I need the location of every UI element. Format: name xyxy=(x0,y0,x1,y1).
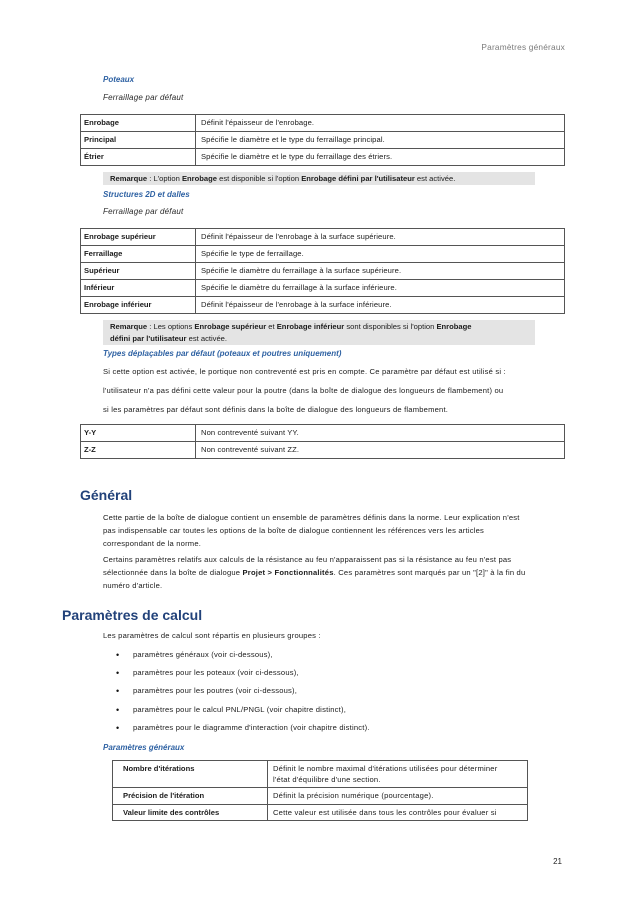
term-cell: Principal xyxy=(81,132,196,149)
remark-text: : Les options xyxy=(147,321,195,331)
general-paragraph-2 xyxy=(103,553,525,592)
remark-text: est activée. xyxy=(414,174,456,183)
table-row xyxy=(81,442,565,459)
page-number: 21 xyxy=(553,857,562,866)
remark-option: défini par l'utilisateur xyxy=(110,333,187,343)
remark-text: sont disponibles si l'option xyxy=(344,321,437,331)
running-header: Paramètres généraux xyxy=(481,42,565,52)
term-cell: Ferraillage xyxy=(81,246,196,263)
poteaux-table xyxy=(80,114,565,166)
table-row xyxy=(113,805,528,821)
remark-text: est disponible si l'option xyxy=(216,174,302,183)
remark-text: : L'option xyxy=(147,174,182,183)
body-text: . Ces paramètres sont marqués par un "[2]" à la fin du xyxy=(333,568,526,577)
remark-label: Remarque xyxy=(110,174,148,183)
body-line: l'utilisateur n'a pas défini cette valeur pour la poutre (dans la boîte de dialogue des longueurs de flambement) ou xyxy=(103,386,504,395)
body-line xyxy=(103,566,525,579)
term-cell: Précision de l'itération xyxy=(113,788,268,805)
body-line: numéro d'article. xyxy=(103,581,163,590)
description-cell: Définit la précision numérique (pourcentage). xyxy=(268,788,528,805)
list-item: paramètres pour le calcul PNL/PNGL (voir chapitre distinct), xyxy=(133,705,347,714)
table-row xyxy=(81,425,565,442)
remark-label: Remarque xyxy=(110,321,148,331)
table-row xyxy=(113,788,528,805)
term-cell: Enrobage inférieur xyxy=(81,297,196,314)
menu-path: Projet > Fonctionnalités xyxy=(242,568,334,577)
section-heading-structures: Structures 2D et dalles xyxy=(103,190,190,199)
section-heading-poteaux: Poteaux xyxy=(103,75,135,84)
description-cell: Spécifie le diamètre du ferraillage à la surface supérieure. xyxy=(196,263,565,280)
section-heading-types: Types déplaçables par défaut (poteaux et poutres uniquement) xyxy=(103,349,342,358)
description-cell: Définit l'épaisseur de l'enrobage à la surface inférieure. xyxy=(196,297,565,314)
table-row xyxy=(81,280,565,297)
term-cell: Étrier xyxy=(81,149,196,166)
section-title-general: Général xyxy=(80,487,133,503)
table-row xyxy=(81,132,565,149)
table-row xyxy=(81,229,565,246)
body-line: Si cette option est activée, le portique non contreventé est pris en compte. Ce paramètre par défaut est utilisé si : xyxy=(103,367,506,376)
bullet-icon: • xyxy=(116,723,120,733)
remark-line xyxy=(110,333,535,345)
calcul-intro: Les paramètres de calcul sont répartis en plusieurs groupes : xyxy=(103,631,321,640)
body-line: correspondant de la norme. xyxy=(103,539,202,548)
bullet-icon: • xyxy=(116,705,120,715)
remark-note xyxy=(103,172,535,185)
remark-option: Enrobage supérieur xyxy=(194,321,267,331)
table-row xyxy=(113,761,528,788)
table-row xyxy=(81,149,565,166)
types-table xyxy=(80,424,565,459)
table-row xyxy=(81,115,565,132)
description-cell: Définit l'épaisseur de l'enrobage. xyxy=(196,115,565,132)
description-cell: Non contreventé suivant YY. xyxy=(196,425,565,442)
remark-option: Enrobage xyxy=(436,321,472,331)
subheading-ferraillage: Ferraillage par défaut xyxy=(103,207,184,216)
remark-text: et xyxy=(266,321,277,331)
remark-option: Enrobage xyxy=(181,174,217,183)
list-item: paramètres généraux (voir ci-dessous), xyxy=(133,650,273,659)
term-cell: Z-Z xyxy=(81,442,196,459)
table-row xyxy=(81,263,565,280)
description-cell xyxy=(268,761,528,788)
term-cell: Enrobage xyxy=(81,115,196,132)
bullet-icon: • xyxy=(116,650,120,660)
table-row xyxy=(81,246,565,263)
remark-option: Enrobage inférieur xyxy=(276,321,345,331)
subheading-ferraillage: Ferraillage par défaut xyxy=(103,93,184,102)
body-line: Cette partie de la boîte de dialogue contient un ensemble de paramètres définis dans la norme. Leur explication n'est xyxy=(103,513,520,522)
list-item: paramètres pour les poteaux (voir ci-dessous), xyxy=(133,668,299,677)
term-cell: Enrobage supérieur xyxy=(81,229,196,246)
description-cell: Spécifie le diamètre du ferraillage à la surface inférieure. xyxy=(196,280,565,297)
description-cell: Cette valeur est utilisée dans tous les contrôles pour évaluer si xyxy=(268,805,528,821)
structures-table xyxy=(80,228,565,314)
term-cell: Y-Y xyxy=(81,425,196,442)
body-line: si les paramètres par défaut sont définis dans la boîte de dialogue des longueurs de flambement. xyxy=(103,405,449,414)
description-cell: Définit l'épaisseur de l'enrobage à la surface supérieure. xyxy=(196,229,565,246)
table-row xyxy=(81,297,565,314)
body-line: pas indispensable car toutes les options de la boîte de dialogue contiennent les références vers les articles xyxy=(103,526,485,535)
term-cell: Valeur limite des contrôles xyxy=(113,805,268,821)
term-cell: Inférieur xyxy=(81,280,196,297)
remark-line xyxy=(110,321,535,333)
list-item: paramètres pour le diagramme d'interaction (voir chapitre distinct). xyxy=(133,723,370,732)
remark-option: Enrobage défini par l'utilisateur xyxy=(301,174,415,183)
bullet-icon: • xyxy=(116,668,120,678)
section-title-calcul: Paramètres de calcul xyxy=(62,607,203,623)
remark-note xyxy=(103,320,535,345)
description-cell: Non contreventé suivant ZZ. xyxy=(196,442,565,459)
body-line: Certains paramètres relatifs aux calculs de la résistance au feu n'apparaissent pas si la résistance au feu n'est pas xyxy=(103,555,512,564)
remark-text: est activée. xyxy=(186,333,228,343)
description-cell: Spécifie le type de ferraillage. xyxy=(196,246,565,263)
description-line: l'état d'équilibre d'une section. xyxy=(273,775,381,784)
description-cell: Spécifie le diamètre et le type du ferraillage principal. xyxy=(196,132,565,149)
body-text: sélectionnée dans la boîte de dialogue xyxy=(103,568,243,577)
list-item: paramètres pour les poutres (voir ci-dessous), xyxy=(133,686,298,695)
bullet-icon: • xyxy=(116,686,120,696)
description-cell: Spécifie le diamètre et le type du ferraillage des étriers. xyxy=(196,149,565,166)
general-paragraph-1 xyxy=(103,511,520,550)
parametres-generaux-table xyxy=(112,760,528,821)
subsection-heading-parametres-generaux: Paramètres généraux xyxy=(103,743,185,752)
term-cell: Supérieur xyxy=(81,263,196,280)
description-line: Définit le nombre maximal d'itérations utilisées pour déterminer xyxy=(273,764,498,773)
term-cell: Nombre d'itérations xyxy=(113,761,268,788)
